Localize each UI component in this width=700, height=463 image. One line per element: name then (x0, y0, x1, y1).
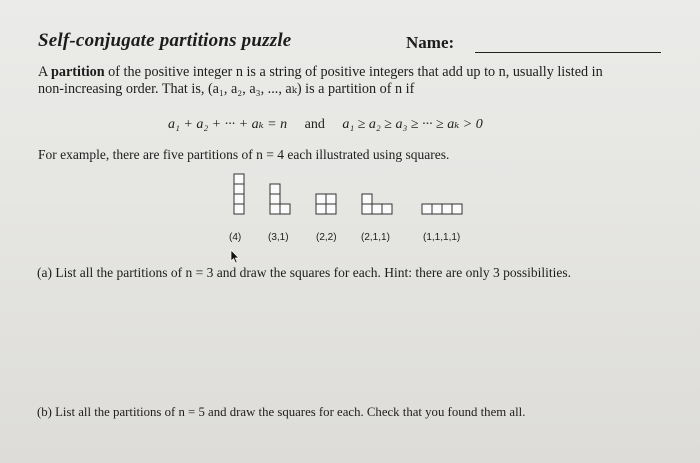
example-text: For example, there are five partitions of n = 4 each illustrated using squares. (38, 147, 450, 162)
partition-labels (0, 232, 700, 248)
partition-diagram-3-1 (270, 184, 290, 214)
header-row (38, 30, 668, 56)
partition-diagram-2-2 (316, 194, 336, 214)
intro-lead: A (38, 64, 52, 80)
partition-label: (3,1) (268, 232, 289, 243)
partition-label: (1,1,1,1) (423, 232, 461, 243)
page-title: Self-conjugate partitions puzzle (38, 30, 292, 51)
condition-order: a₁ ≥ a₂ ≥ a₃ ≥ ··· ≥ aₖ > 0 (342, 117, 483, 132)
name-input-line[interactable] (475, 52, 661, 53)
intro-line2: non-increasing order. That is, (a₁, a₂, a₃, ..., aₖ) is a partition of n if (38, 81, 415, 97)
intro-bold-term: partition (51, 64, 105, 80)
intro-rest-line1: of the positive integer n is a string of positive integers that add up to n, usually listed in (104, 64, 603, 80)
partition-label: (4) (229, 232, 242, 243)
partition-diagram-1-1-1-1 (422, 204, 462, 214)
partition-condition (168, 116, 483, 133)
condition-and: and (304, 117, 325, 132)
partition-diagram-2-1-1 (362, 194, 392, 214)
partition-diagrams (226, 170, 486, 220)
partition-label: (2,1,1) (361, 232, 390, 243)
condition-sum: a₁ + a₂ + ··· + aₖ = n (168, 117, 288, 132)
question-b: (b) List all the partitions of n = 5 and draw the squares for each. Check that you found them all. (37, 405, 526, 419)
mouse-pointer-icon (230, 249, 240, 264)
partition-diagram-4 (234, 174, 244, 214)
question-a: (a) List all the partitions of n = 3 and draw the squares for each. Hint: there are only 3 possibilities. (37, 265, 571, 280)
name-label: Name: (406, 33, 455, 52)
partition-label: (2,2) (316, 232, 337, 243)
intro-paragraph (38, 64, 668, 98)
